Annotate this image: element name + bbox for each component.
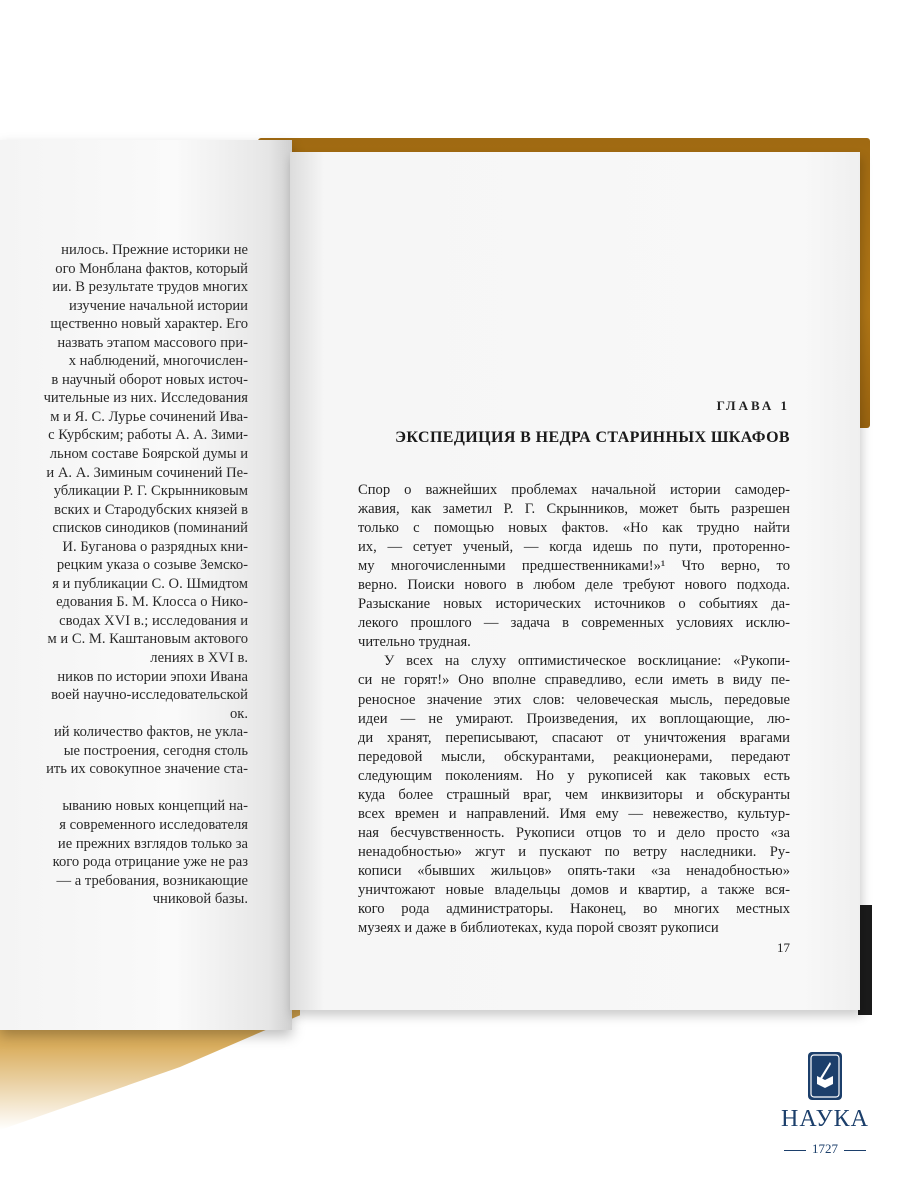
text-line: И. Буганова о разрядных кни-: [62, 538, 248, 555]
text-line: изучение начальной истории: [69, 297, 248, 314]
text-line: жавия, как заметил Р. Г. Скрынников, может быть разрешен: [358, 501, 790, 518]
chapter-label: ГЛАВА 1: [716, 398, 790, 413]
text-line: х наблюдений, многочислен-: [68, 353, 248, 370]
text-line: сводах XVI в.; исследования и: [59, 612, 248, 629]
text-line: вских и Стародубских князей в: [54, 501, 248, 518]
text-line: верно. Поиски нового в любом деле требуют нового подхода.: [358, 577, 790, 594]
text-line: идеи — не умирают. Произведения, их воплощающие, лю-: [358, 710, 790, 727]
text-line: ненадобностью» жгут и пускают по ветру наследники. Ру-: [358, 843, 790, 860]
text-line: ого Монблана фактов, который: [55, 260, 248, 277]
text-line: ная бесчувственность. Рукописи отцов то и дело просто «за: [358, 824, 790, 841]
text-line: куда более страшный враг, чем инквизиторы и обскуранты: [358, 786, 790, 803]
text-line: ди хранят, переписывают, спасают от уничтожения врагами: [358, 729, 790, 746]
text-line: [0, 779, 248, 798]
text-line: — а требования, возникающие: [56, 872, 248, 889]
book-quill-icon: [808, 1052, 842, 1100]
left-page-text: [0, 241, 248, 909]
text-line: си не горят!» Оно вполне справедливо, если иметь в виду пе-: [358, 672, 790, 689]
text-line: музеях и даже в библиотеках, куда порой свозят рукописи: [358, 920, 719, 937]
text-line: ников по истории эпохи Ивана: [57, 668, 248, 685]
text-line: ить их совокупное значение ста-: [46, 761, 248, 778]
publisher-name: НАУКА: [781, 1106, 869, 1132]
page-number: 17: [777, 940, 790, 955]
text-line: чительно трудная.: [358, 634, 471, 651]
text-line: ий количество фактов, не укла-: [53, 724, 248, 741]
text-line: передовой мысли, обскурантами, реакционерами, передают: [358, 748, 790, 765]
text-line: ии. В результате трудов многих: [52, 279, 248, 296]
right-page-text: [358, 481, 790, 938]
publisher-logo: [770, 1052, 880, 1162]
text-line: щественно новый характер. Его: [50, 316, 248, 333]
text-line: ок.: [229, 705, 248, 722]
text-line: чниковой базы.: [152, 891, 248, 908]
text-line: ие прежних взглядов только за: [57, 835, 248, 852]
text-line: воей научно-исследовательской: [51, 687, 248, 704]
text-line: всех времен и направлений. Имя ему — невежество, культур-: [358, 805, 790, 822]
publisher-year: 1727: [770, 1141, 880, 1157]
text-line: я и публикации С. О. Шмидтом: [52, 575, 248, 592]
text-line: следующим поколениям. Но у рукописей как таковых есть: [358, 767, 790, 784]
text-line: ыванию новых концепций на-: [62, 798, 248, 815]
text-line: кописи «бывших жильцов» опять-таки «за ненадобностью»: [358, 862, 790, 879]
text-line: я современного исследователя: [59, 816, 248, 833]
text-line: едования Б. М. Клосса о Нико-: [56, 594, 248, 611]
text-line: и А. А. Зиминым сочинений Пе-: [46, 464, 248, 481]
text-line: У всех на слуху оптимистическое восклицание: «Рукопи-: [384, 653, 790, 670]
text-line: нилось. Прежние историки не: [61, 242, 248, 258]
text-line: чительные из них. Исследования: [43, 390, 248, 407]
text-line: Спор о важнейших проблемах начальной истории самодер-: [358, 482, 790, 498]
text-line: м и Я. С. Лурье сочинений Ива-: [50, 408, 248, 425]
text-line: убликации Р. Г. Скрынниковым: [53, 483, 248, 500]
text-line: Разыскание новых исторических источников о событиях да-: [358, 596, 790, 613]
text-line: уничтожают новые владельцы домов и квартир, а также вся-: [358, 881, 790, 898]
text-line: реносное значение этих слов: человеческая мысль, передовые: [358, 691, 790, 708]
text-line: му многочисленными предшественниками!»¹ Что верно, то: [358, 558, 790, 575]
text-line: ые построения, сегодня столь: [63, 742, 248, 759]
chapter-title: ЭКСПЕДИЦИЯ В НЕДРА СТАРИННЫХ ШКАФОВ: [395, 429, 790, 446]
left-page: [0, 140, 292, 1030]
text-line: их, — сетует ученый, — когда идешь по пути, проторенно-: [358, 539, 790, 556]
text-line: лениях в XVI в.: [150, 650, 248, 667]
right-page: [290, 152, 860, 1010]
text-line: списков синодиков (поминаний: [52, 520, 248, 537]
text-line: в научный оборот новых источ-: [51, 371, 248, 388]
text-line: м и С. М. Каштановым актового: [47, 631, 248, 648]
text-line: льном составе Боярской думы и: [49, 446, 248, 463]
text-line: с Курбским; работы А. А. Зими-: [48, 427, 248, 444]
text-line: кого рода администраторы. Наконец, во многих местных: [358, 901, 790, 918]
book-spine-edge: [858, 905, 872, 1015]
text-line: рецким указа о созыве Земско-: [56, 557, 248, 574]
text-line: только с помощью новых фактов. «Но как трудно найти: [358, 520, 790, 537]
text-line: лекого прошлого — задача в современных условиях исклю-: [358, 615, 790, 632]
text-line: назвать этапом массового при-: [57, 334, 248, 351]
text-line: кого рода отрицание уже не раз: [52, 854, 248, 871]
